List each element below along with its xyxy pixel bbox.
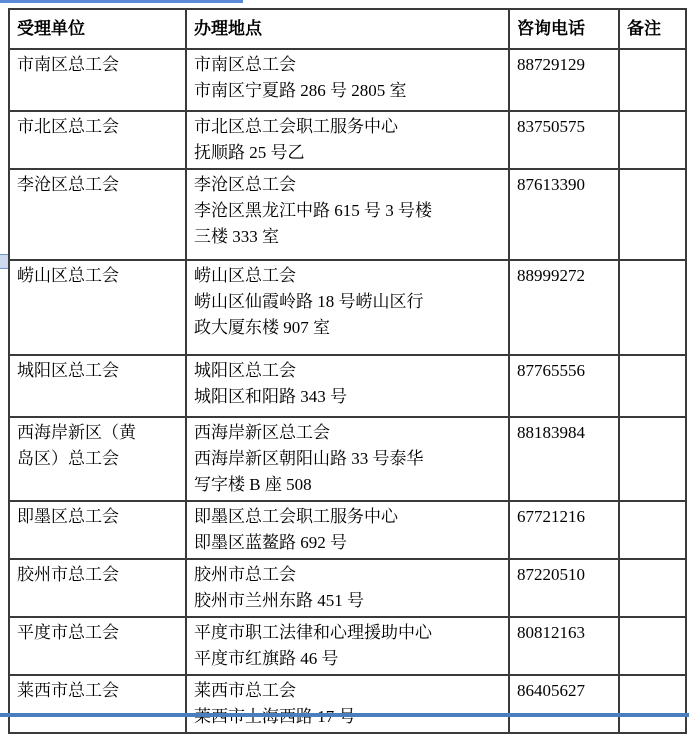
union-contact-table xyxy=(8,8,687,734)
header-processing-location: 办理地点 xyxy=(186,9,509,49)
cell-text-line: 市南区总工会 xyxy=(194,55,296,74)
cell-text-line: 李沧区总工会 xyxy=(17,175,119,194)
consultation-phone-cell: 67721216 xyxy=(509,501,619,559)
accepting-unit-cell xyxy=(9,501,186,559)
cell-text-line: 西海岸新区（黄 xyxy=(17,423,136,442)
table-row xyxy=(9,49,686,111)
remarks-cell xyxy=(619,260,686,355)
cell-text-line: 李沧区总工会 xyxy=(194,175,296,194)
processing-location-cell xyxy=(186,617,509,675)
consultation-phone-cell: 88183984 xyxy=(509,417,619,501)
accepting-unit-cell xyxy=(9,417,186,501)
table-row xyxy=(9,417,686,501)
cell-text-line: 抚顺路 25 号乙 xyxy=(194,143,305,162)
cell-text-line: 崂山区总工会 xyxy=(194,266,296,285)
top-edge-artifact-line xyxy=(0,0,243,3)
processing-location-cell xyxy=(186,111,509,169)
cell-text-line: 莱西市总工会 xyxy=(194,681,296,700)
table-row xyxy=(9,355,686,417)
accepting-unit-cell xyxy=(9,111,186,169)
bottom-edge-artifact-line xyxy=(0,713,689,717)
cell-text-line: 写字楼 B 座 508 xyxy=(194,475,312,494)
cell-text-line: 即墨区总工会职工服务中心 xyxy=(194,507,398,526)
cell-text-line: 平度市红旗路 46 号 xyxy=(194,649,339,668)
cell-text-line: 西海岸新区总工会 xyxy=(194,423,330,442)
accepting-unit-cell xyxy=(9,559,186,617)
cell-text-line: 即墨区蓝鳌路 692 号 xyxy=(194,533,347,552)
table-row xyxy=(9,559,686,617)
processing-location-cell xyxy=(186,169,509,260)
consultation-phone-cell: 88729129 xyxy=(509,49,619,111)
cell-text-line: 岛区）总工会 xyxy=(17,449,119,468)
processing-location-cell xyxy=(186,559,509,617)
table-row xyxy=(9,617,686,675)
processing-location-cell xyxy=(186,355,509,417)
header-consultation-phone: 咨询电话 xyxy=(509,9,619,49)
accepting-unit-cell xyxy=(9,675,186,733)
cell-text-line: 胶州市兰州东路 451 号 xyxy=(194,591,364,610)
header-accepting-unit: 受理单位 xyxy=(9,9,186,49)
cell-text-line: 市北区总工会职工服务中心 xyxy=(194,117,398,136)
cell-text-line: 市南区宁夏路 286 号 2805 室 xyxy=(194,81,407,100)
cell-text-line xyxy=(194,704,504,730)
cell-text-line: 城阳区和阳路 343 号 xyxy=(194,387,347,406)
processing-location-cell xyxy=(186,260,509,355)
processing-location-cell xyxy=(186,501,509,559)
cell-text-line: 市南区总工会 xyxy=(17,55,119,74)
cell-text-line: 市北区总工会 xyxy=(17,117,119,136)
table-header-row xyxy=(9,9,686,49)
table-row xyxy=(9,169,686,260)
cell-text-line: 城阳区总工会 xyxy=(17,361,119,380)
accepting-unit-cell xyxy=(9,169,186,260)
accepting-unit-cell xyxy=(9,617,186,675)
cell-text-line: 胶州市总工会 xyxy=(194,565,296,584)
table-row xyxy=(9,111,686,169)
table-row xyxy=(9,260,686,355)
table-row xyxy=(9,501,686,559)
consultation-phone-cell: 88999272 xyxy=(509,260,619,355)
consultation-phone-cell: 83750575 xyxy=(509,111,619,169)
cell-text-line: 崂山区总工会 xyxy=(17,266,119,285)
remarks-cell xyxy=(619,169,686,260)
cell-text-line: 平度市职工法律和心理援助中心 xyxy=(194,623,432,642)
consultation-phone-cell: 87765556 xyxy=(509,355,619,417)
cell-text-line: 即墨区总工会 xyxy=(17,507,119,526)
cell-text-line: 李沧区黑龙江中路 615 号 3 号楼 xyxy=(194,201,432,220)
remarks-cell xyxy=(619,111,686,169)
accepting-unit-cell xyxy=(9,49,186,111)
accepting-unit-cell xyxy=(9,355,186,417)
consultation-phone-cell: 87613390 xyxy=(509,169,619,260)
cell-text-line: 崂山区仙霞岭路 18 号崂山区行 xyxy=(194,292,424,311)
table-row xyxy=(9,675,686,733)
remarks-cell xyxy=(619,501,686,559)
remarks-cell xyxy=(619,559,686,617)
cell-text-line: 政大厦东楼 907 室 xyxy=(194,318,330,337)
processing-location-cell xyxy=(186,675,509,733)
consultation-phone-cell: 87220510 xyxy=(509,559,619,617)
cell-text-line: 西海岸新区朝阳山路 33 号泰华 xyxy=(194,449,424,468)
remarks-cell xyxy=(619,49,686,111)
remarks-cell xyxy=(619,355,686,417)
processing-location-cell xyxy=(186,49,509,111)
cell-text-line: 莱西市总工会 xyxy=(17,681,119,700)
remarks-cell xyxy=(619,617,686,675)
consultation-phone-cell: 86405627 xyxy=(509,675,619,733)
processing-location-cell xyxy=(186,417,509,501)
cell-text-line: 胶州市总工会 xyxy=(17,565,119,584)
cell-text-line: 三楼 333 室 xyxy=(194,227,279,246)
cell-text-line: 城阳区总工会 xyxy=(194,361,296,380)
accepting-unit-cell xyxy=(9,260,186,355)
cell-text-line: 平度市总工会 xyxy=(17,623,119,642)
remarks-cell xyxy=(619,675,686,733)
consultation-phone-cell: 80812163 xyxy=(509,617,619,675)
remarks-cell xyxy=(619,417,686,501)
header-remarks: 备注 xyxy=(619,9,686,49)
